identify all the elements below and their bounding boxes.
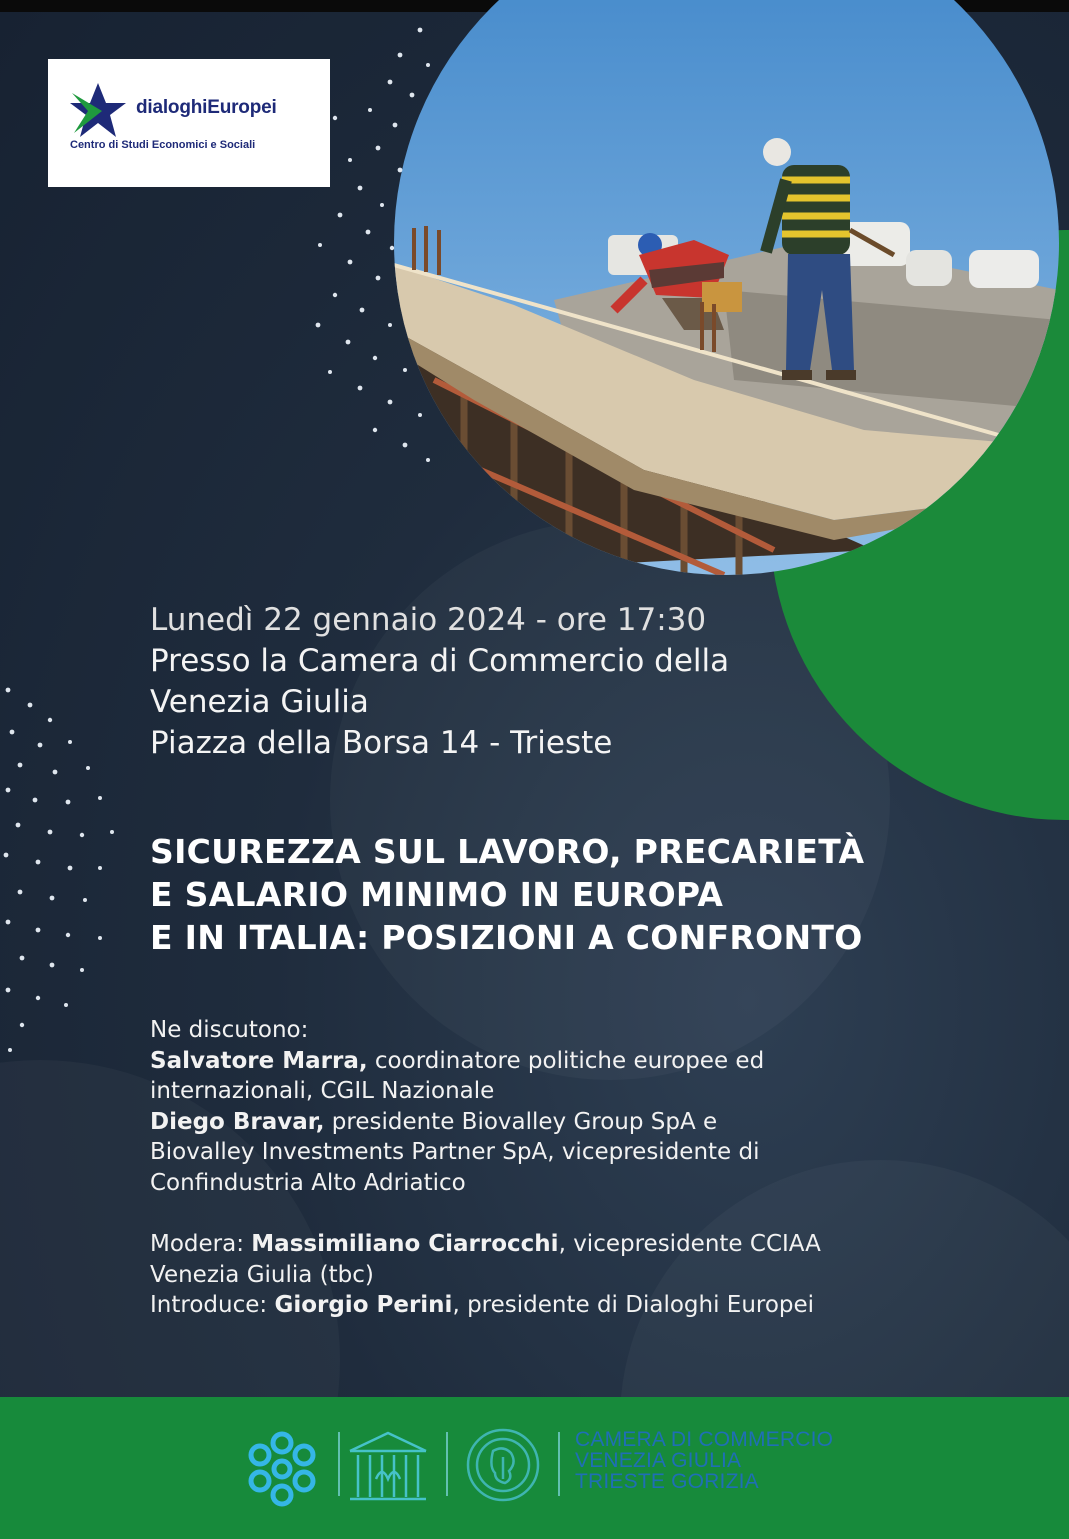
speaker-2 xyxy=(150,1107,940,1138)
speakers-section xyxy=(150,1015,940,1321)
palace-icon xyxy=(346,1429,430,1503)
spacer xyxy=(150,1198,940,1229)
event-date-time: Lunedì 22 gennaio 2024 - ore 17:30 xyxy=(150,602,707,638)
speaker-1-role: coordinatore politiche europee ed xyxy=(367,1047,765,1074)
seal-icon xyxy=(465,1427,541,1503)
speaker-2-role-cont: Biovalley Investments Partner SpA, vicepresidente di xyxy=(150,1139,760,1165)
logo-subtitle: Centro di Studi Economici e Sociali xyxy=(70,139,256,151)
speaker-1-role-cont: internazionali, CGIL Nazionale xyxy=(150,1078,495,1104)
event-address: Piazza della Borsa 14 - Trieste xyxy=(150,725,613,761)
event-headline xyxy=(150,830,950,959)
dot-pattern-left xyxy=(0,660,130,1060)
speaker-2-name: Diego Bravar, xyxy=(150,1108,325,1135)
moderator-role-cont: Venezia Giulia (tbc) xyxy=(150,1261,374,1288)
moderator-label: Modera: xyxy=(150,1231,252,1257)
headline-line-2: E SALARIO MINIMO IN EUROPA xyxy=(150,875,724,914)
footer-separator xyxy=(338,1432,340,1496)
chamber-knot-icon xyxy=(242,1429,322,1509)
headline-line-3: E IN ITALIA: POSIZIONI A CONFRONTO xyxy=(150,918,863,957)
event-venue-line2: Venezia Giulia xyxy=(150,684,369,720)
footer-line-3: TRIESTE GORIZIA xyxy=(575,1470,759,1493)
speakers-intro: Ne discutono: xyxy=(150,1017,309,1043)
speaker-2-role-cont2: Confindustria Alto Adriatico xyxy=(150,1169,466,1196)
speaker-1 xyxy=(150,1046,940,1077)
introducer-label: Introduce: xyxy=(150,1292,275,1318)
moderator-name: Massimiliano Ciarrocchi xyxy=(251,1231,559,1257)
moderator-role: , vicepresidente CCIAA xyxy=(558,1231,821,1257)
footer-line-2: VENEZIA GIULIA xyxy=(575,1449,742,1472)
footer-bar xyxy=(0,1397,1069,1539)
logo-name: dialoghiEuropei xyxy=(136,97,277,118)
speaker-2-role: presidente Biovalley Group SpA e xyxy=(324,1108,718,1135)
chamber-of-commerce-name xyxy=(575,1429,833,1492)
event-venue-line1: Presso la Camera di Commercio della xyxy=(150,643,730,679)
introducer xyxy=(150,1290,940,1321)
footer-separator xyxy=(446,1432,448,1496)
moderator xyxy=(150,1229,940,1260)
introducer-name: Giorgio Perini xyxy=(274,1292,453,1318)
footer-line-1: CAMERA DI COMMERCIO xyxy=(575,1428,834,1451)
speaker-1-name: Salvatore Marra, xyxy=(150,1047,368,1074)
dialoghi-europei-logo-icon xyxy=(68,81,128,141)
event-info xyxy=(150,600,910,764)
footer-separator xyxy=(558,1432,560,1496)
dialoghi-europei-logo xyxy=(48,59,330,187)
introducer-role: , presidente di Dialoghi Europei xyxy=(452,1292,815,1318)
headline-line-1: SICUREZZA SUL LAVORO, PRECARIETÀ xyxy=(150,832,865,871)
